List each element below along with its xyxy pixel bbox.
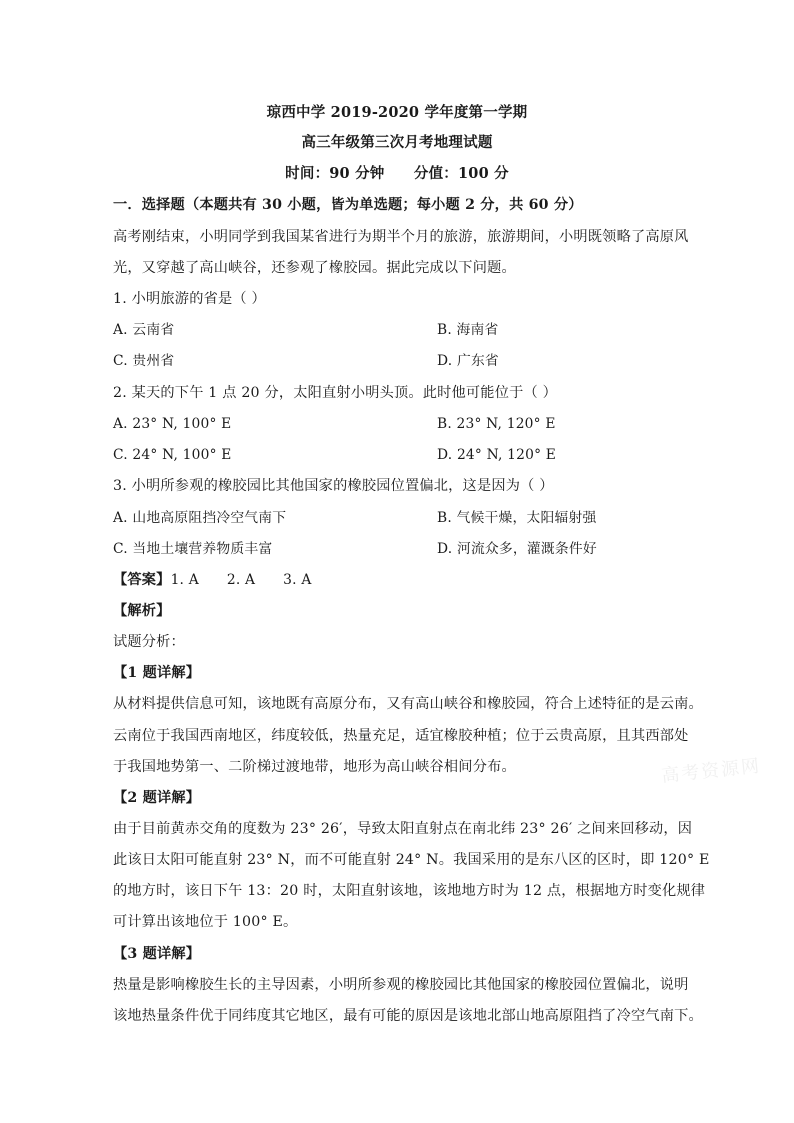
q3-detail-line-2: 该地热量条件优于同纬度其它地区，最有可能的原因是该地北部山地高原阻挡了冷空气南下。	[113, 1008, 703, 1024]
question-2-option-a: A. 23° N, 100° E	[113, 416, 232, 432]
q1-detail-line-3: 于我国地势第一、二阶梯过渡地带，地形为高山峡谷相间分布。	[113, 759, 516, 775]
analysis-intro: 试题分析：	[113, 634, 185, 650]
question-2-option-b: B. 23° N, 120° E	[437, 416, 556, 432]
question-1-option-b: B. 海南省	[437, 322, 499, 338]
question-1-option-d: D. 广东省	[437, 353, 499, 369]
q2-detail-label: 【2 题详解】	[113, 790, 201, 806]
question-2-stem: 2. 某天的下午 1 点 20 分，太阳直射小明头顶。此时他可能位于（ ）	[113, 385, 557, 401]
exam-title: 高三年级第三次月考地理试题	[301, 134, 493, 151]
q2-detail-line-2: 此该日太阳可能直射 23° N，而不可能直射 24° N。我国采用的是东八区的区时，即 120° E	[113, 852, 710, 868]
question-1-stem: 1. 小明旅游的省是（ ）	[113, 291, 266, 307]
answer-label: 【答案】	[113, 572, 171, 588]
time-score-line: 时间：90 分钟 分值：100 分	[285, 165, 509, 182]
answer-line	[113, 570, 312, 590]
q3-detail-line-1: 热量是影响橡胶生长的主导因素，小明所参观的橡胶园比其他国家的橡胶园位置偏北，说明	[113, 977, 689, 993]
section-heading: 一．选择题（本题共有 30 小题，皆为单选题；每小题 2 分，共 60 分）	[113, 197, 583, 213]
question-2-option-c: C. 24° N, 100° E	[113, 447, 232, 463]
question-3-option-b: B. 气候干燥，太阳辐射强	[437, 510, 597, 526]
q1-detail-label: 【1 题详解】	[113, 665, 201, 681]
analysis-label: 【解析】	[113, 603, 171, 619]
question-3-option-c: C. 当地土壤营养物质丰富	[113, 541, 273, 557]
question-1-option-a: A. 云南省	[113, 322, 175, 338]
q2-detail-line-3: 的地方时，该日下午 13：20 时，太阳直射该地，该地地方时为 12 点，根据地方时变化规律	[113, 883, 706, 899]
q1-detail-line-2: 云南位于我国西南地区，纬度较低，热量充足，适宜橡胶种植；位于云贵高原，且其西部处	[113, 728, 689, 744]
q2-detail-line-1: 由于目前黄赤交角的度数为 23° 26′，导致太阳直射点在南北纬 23° 26′ 之间来回移动，因	[113, 821, 693, 837]
passage-line-2: 光，又穿越了高山峡谷，还参观了橡胶园。据此完成以下问题。	[113, 260, 516, 276]
question-3-option-d: D. 河流众多，灌溉条件好	[437, 541, 597, 557]
answer-text: 1. A 2. A 3. A	[170, 572, 312, 588]
q1-detail-line-1: 从材料提供信息可知，该地既有高原分布，又有高山峡谷和橡胶园，符合上述特征的是云南。	[113, 696, 703, 712]
school-term-title: 琼西中学 2019-2020 学年度第一学期	[266, 104, 528, 121]
q3-detail-label: 【3 题详解】	[113, 946, 201, 962]
question-2-option-d: D. 24° N, 120° E	[437, 447, 557, 463]
question-3-option-a: A. 山地高原阻挡冷空气南下	[113, 510, 287, 526]
q2-detail-line-4: 可计算出该地位于 100° E。	[113, 914, 298, 930]
question-1-option-c: C. 贵州省	[113, 353, 175, 369]
question-3-stem: 3. 小明所参观的橡胶园比其他国家的橡胶园位置偏北，这是因为（ ）	[113, 478, 554, 494]
watermark: 高考资源网	[660, 755, 763, 787]
passage-line-1: 高考刚结束，小明同学到我国某省进行为期半个月的旅游，旅游期间，小明既领略了高原风	[113, 229, 689, 245]
